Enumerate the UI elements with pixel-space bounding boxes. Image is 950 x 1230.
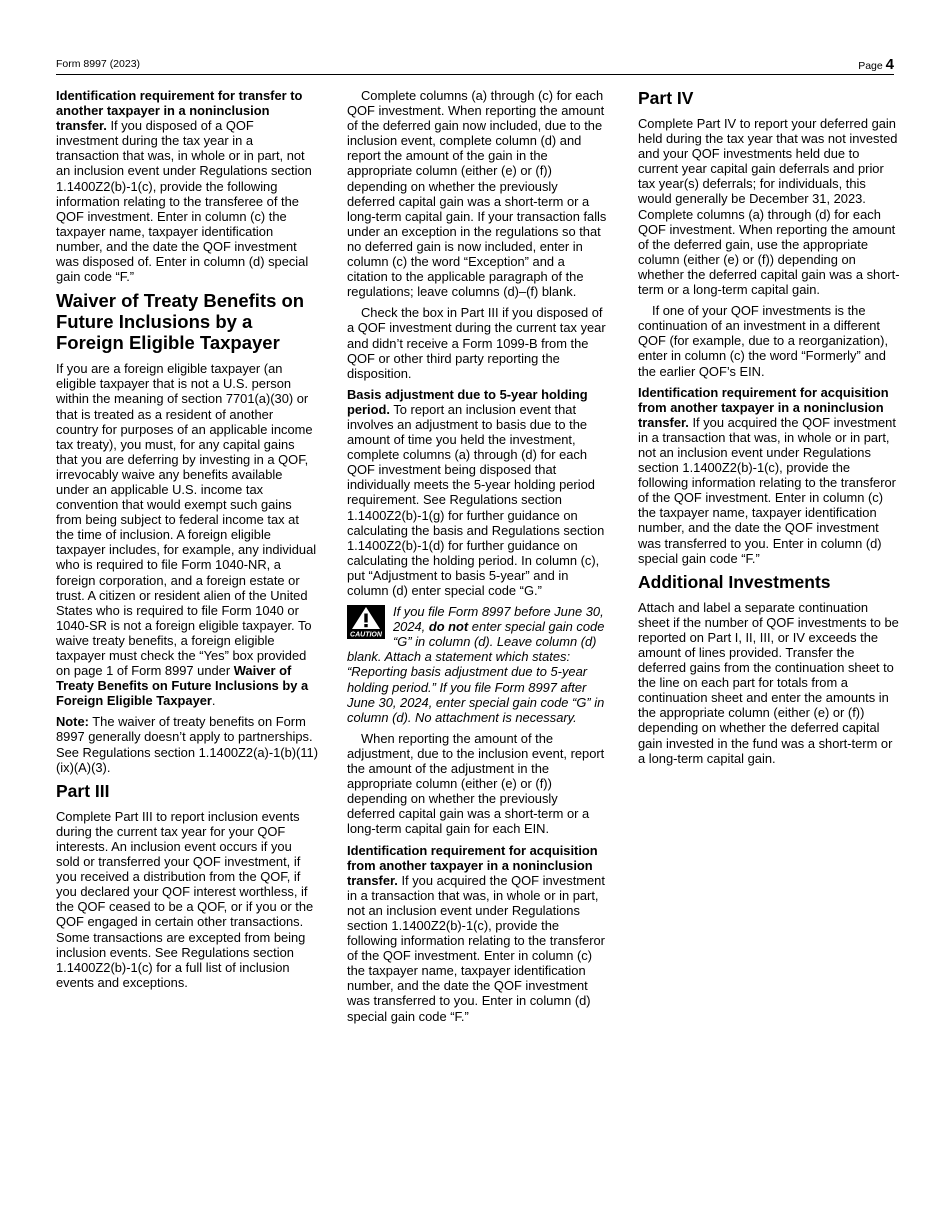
note-label: Note: (56, 714, 89, 730)
additional-investments-paragraph: Attach and label a separate continuation sheet if the number of QOF investments to be reported on Part I, II, III, or IV exceeds the amount of lines provided. Transfer the deferred gains from the continuation sheet to the line on each part for totals from a continuation sheet and enter the amounts in the appropriate column (either (e) or (f)) depending on whether the deferred capital gain invested in the fund was a short-term or a long-term capital gain. (638, 599, 899, 766)
column-left (56, 88, 318, 996)
adjustment-reporting-paragraph: When reporting the amount of the adjustment, due to the inclusion event, report the amount of the adjustment in the appropriate column (either (e) or (f)) depending on whether the previously deferred capital gain was a short-term or a long-term capital gain for each EIN. (347, 730, 605, 837)
page-number: 4 (885, 56, 894, 73)
basis-adjustment-paragraph: Basis adjustment due to 5-year holding period. To report an inclusion event that involves an adjustment to basis due to the amount of time you held the investment, complete columns (a) through (d) for each QOF investment being disposed that individually meets the 5-year holding period requirement. See Regulations section 1.1400Z2(b)-1(g) for further guidance on calculating the basis and Regulations section 1.1400Z2(b)-1(d) for further guidance on calculating the holding period. In column (c), put “Adjustment to basis 5-year” and in column (d) enter special code “G.” (347, 386, 605, 598)
page-indicator (858, 56, 894, 73)
section-heading-part-iii: Part III (56, 780, 110, 801)
section-heading-waiver: Waiver of Treaty Benefits on Future Inclusions by a Foreign Eligible Taxpayer (56, 290, 305, 354)
column-right (638, 88, 900, 772)
part-iv-paragraph: Complete Part IV to report your deferred gain held during the tax year that was not invested and your QOF investments held due to current year capital gain deferrals and prior tax year(s) deferrals; for individuals, this would generally be December 31, 2023. Complete columns (a) through (d) for each QOF investment. When reporting the amount of the deferred gain, use the appropriate column (either (e) or (f)) depending on whether the deferred capital gain was a short-term or a long-term capital gain. (638, 116, 900, 298)
transferee-identification-paragraph: Identification requirement for transfer to another taxpayer in a noninclusion transfer. If you disposed of a QOF investment during the tax year in a transaction that was, in whole or in part, not an inclusion event under Regulations section 1.1400Z2(b)-1(c), provide the following information relating to the transferee of the QOF investment. Enter in column (c) the taxpayer name, taxpayer identification number, and the date the QOF investment was disposed of. Enter in column (d) special gain code “F.” (56, 88, 312, 285)
form-id: Form 8997 (2023) (56, 58, 141, 70)
section-heading-part-iv: Part IV (638, 88, 694, 108)
paragraph-lead: Identification requirement for acquisition from another taxpayer in a noninclusion transfer. (638, 384, 889, 430)
paragraph-lead: Basis adjustment due to 5-year holding period. (347, 386, 588, 417)
transferor-identification-paragraph: Identification requirement for acquisition from another taxpayer in a noninclusion transfer. If you acquired the QOF investment in a transaction that was, in whole or in part, not an inclusion event under Regulations section 1.1400Z2(b)-1(c), provide the following information relating to the transferor of the QOF investment. Enter in column (c) the taxpayer name, taxpayer identification number, and the date the QOF investment was transferred to you. Enter in column (d) special gain code “F.” (347, 842, 605, 1024)
column-middle (347, 88, 609, 1030)
transferor-identification-paragraph: Identification requirement for acquisition from another taxpayer in a noninclusion transfer. If you acquired the QOF investment in a transaction that was, in whole or in part, not an inclusion event under Regulations section 1.1400Z2(b)-1(c), provide the following information relating to the transferor of the QOF investment. Enter in column (c) the taxpayer name, taxpayer identification number, and the date the QOF investment was transferred to you. Enter in column (d) special gain code “F.” (638, 384, 896, 566)
checkbox-instruction-paragraph: Check the box in Part III if you disposed of a QOF investment during the current tax year and didn’t receive a Form 1099-B from the QOF or other third party reporting the disposition. (347, 305, 606, 381)
waiver-paragraph: If you are a foreign eligible taxpayer (an eligible taxpayer that is not a U.S. person within the meaning of section 7701(a)(30) or that is treated as a resident of another country for purposes of an applicable income tax treaty), you must, for any capital gains that you are deferring by investing in a QOF, irrevocably waive any benefits available under an applicable U.S. income tax convention that would exempt such gains from being subject to federal income tax at the time of inclusion. A foreign eligible taxpayer includes, for example, any individual who is required to file Form 1040-NR, a foreign corporation, and a foreign estate or trust. A citizen or resident alien of the United States who is required to file Form 1040 or 1040-SR is not a foreign eligible taxpayer. To waive treaty benefits, a foreign eligible taxpayer must check the “Yes” box provided on page 1 of Form 8997 under Waiver of Treaty Benefits on Future Inclusions by a Foreign Eligible Taxpayer. (56, 361, 317, 709)
page-label: Page (858, 60, 883, 72)
caution-label: CAUTION (350, 631, 382, 639)
continuation-paragraph: If one of your QOF investments is the continuation of an investment in a different QOF (for example, due to a reorganization), enter in column (c) the word “Formerly” and the earlier QOF’s EIN. (638, 303, 889, 379)
part-iii-paragraph: Complete Part III to report inclusion events during the current tax year for your QOF interests. An inclusion event occurs if you sold or transferred your QOF investment, if you received a distribution from the QOF, if you declared your QOF interest worthless, if the QOF ceased to be a QOF, or if you or the QOF engaged in certain other transactions. Some transactions are excepted from being inclusion events. See Regulations section 1.1400Z2(b)-1(c) for a full list of inclusion events and exceptions. (56, 808, 314, 990)
paragraph-lead: Identification requirement for acquisition from another taxpayer in a noninclusion transfer. (347, 842, 598, 888)
page-header (56, 56, 894, 75)
paragraph-lead: Identification requirement for transfer to another taxpayer in a noninclusion transfer. (56, 88, 303, 134)
section-heading-additional-investments: Additional Investments (638, 571, 831, 592)
caution-icon (347, 605, 385, 639)
caution-note: CAUTION If you file Form 8997 before June 30, 2024, do not enter special gain code “G” in column (d). Leave column (d) blank. Attach a statement which states: “Reporting basis adjustment due to 5-year holding period.” If you file Form 8997 after June 30, 2024, enter special gain code “G” in column (d). No attachment is necessary. (347, 604, 605, 725)
note-paragraph: Note: The waiver of treaty benefits on Form 8997 generally doesn’t apply to partnerships. See Regulations section 1.1400Z2(a)-1(b)(11)(ix)(A)(3). (56, 714, 319, 775)
columns-instruction-paragraph: Complete columns (a) through (c) for each QOF investment. When reporting the amount of the deferred gain now included, due to the inclusion event, complete column (d) and report the amount of the gain in the appropriate column (either (e) or (f)) depending on whether the previously deferred capital gain was a short-term or a long-term capital gain. If your transaction falls under an exception in the regulations so that no deferred gain is now included, enter in column (c) the word “Exception” and a citation to the applicable paragraph of the regulations; leave columns (d)–(f) blank. (347, 88, 607, 300)
